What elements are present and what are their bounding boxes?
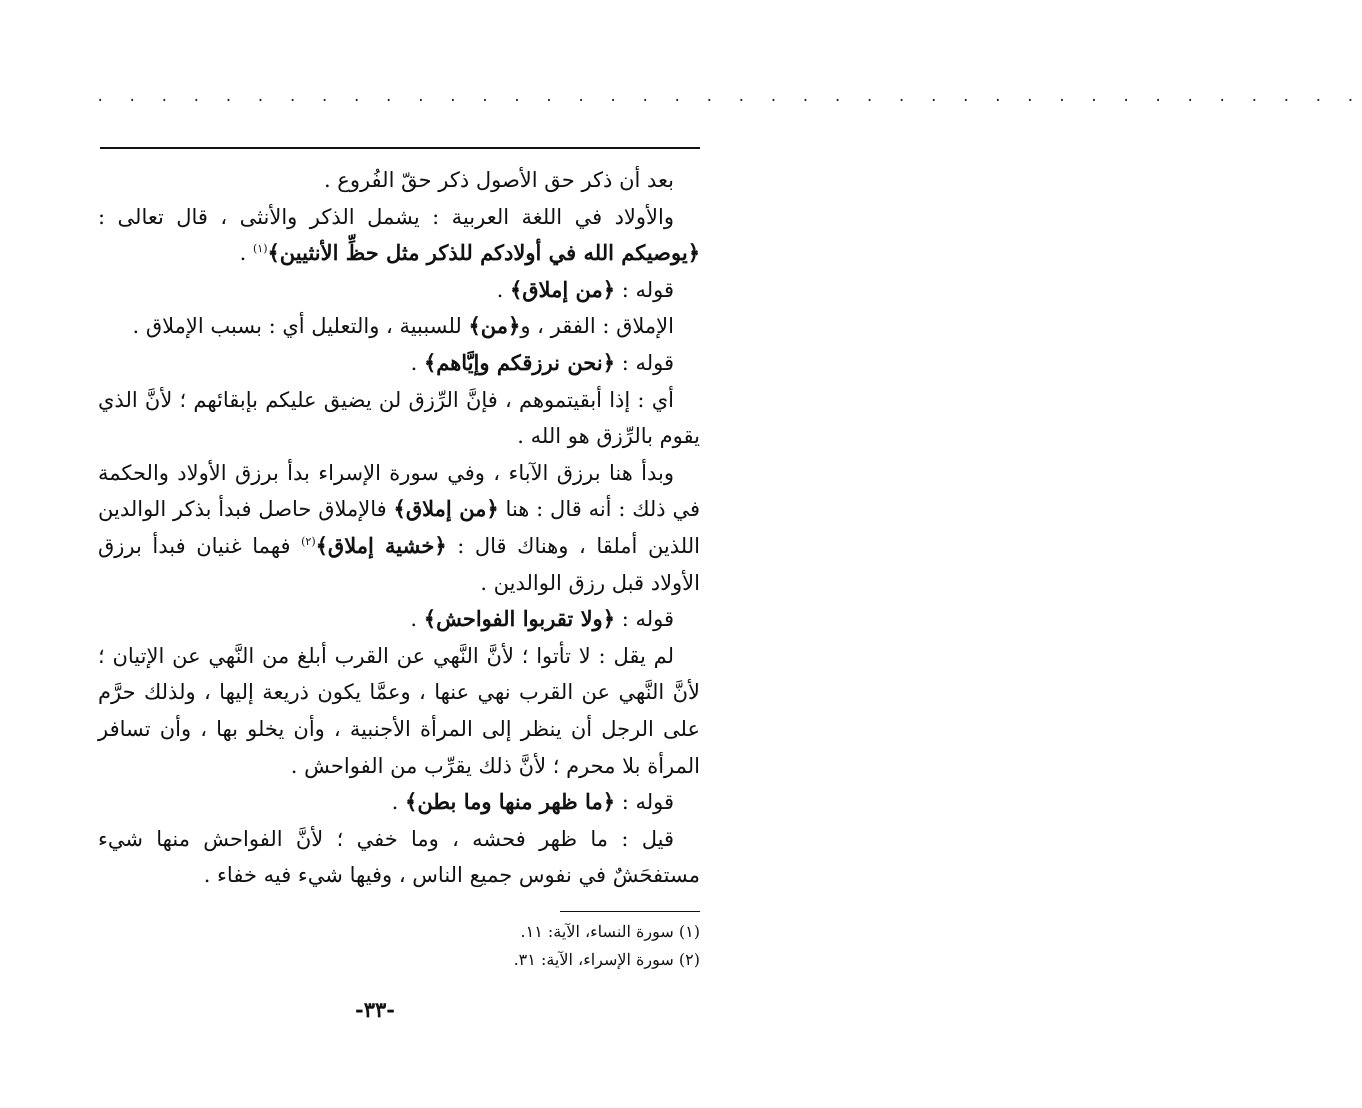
paragraph-2-text: والأولاد في اللغة العربية : يشمل الذكر والأنثى ، قال تعالى :	[98, 204, 674, 229]
quran-quote: ﴿ما ظهر منها وما بطن﴾	[405, 789, 616, 815]
paragraph-5-text: قوله :	[615, 350, 674, 375]
quran-quote: ﴿من إملاق﴾	[509, 276, 616, 302]
quran-quote: ﴿نحن نرزقكم وإيَّاهم﴾	[423, 349, 616, 375]
paragraph-8-end: .	[410, 607, 424, 632]
footnotes	[300, 918, 700, 974]
paragraph-3-text: قوله :	[615, 277, 674, 302]
paragraph-10-end: .	[391, 790, 406, 815]
paragraph-7	[98, 455, 700, 601]
footnote-ref-2: (٢)	[301, 534, 316, 548]
footnote-divider	[560, 911, 700, 912]
quran-quote: ﴿خشية إملاق﴾	[315, 532, 447, 558]
page-body	[98, 162, 700, 894]
paragraph-10-text: قوله :	[615, 790, 674, 815]
quran-quote: ﴿من﴾	[468, 313, 521, 339]
paragraph-10	[98, 784, 700, 821]
footnote-2: (٢) سورة الإسراء، الآية: ٣١.	[513, 950, 700, 969]
paragraph-7-end: فهما غنيان فبدأ برزق الأولاد قبل رزق الوالدين .	[98, 533, 700, 595]
paragraph-8	[98, 601, 700, 638]
paragraph-11: قيل : ما ظهر فحشه ، وما خفي ؛ لأنَّ الفواحش منها شيء مستفحَشٌ في نفوس جميع الناس ، وفيها شيء فيه خفاء .	[98, 826, 700, 888]
paragraph-4	[98, 308, 700, 345]
paragraph-6: أي : إذا أبقيتموهم ، فإنَّ الرِّزق لن يضيق عليكم بإبقائهم ؛ لأنَّ الذي يقوم بالرِّزق هو الله .	[98, 387, 700, 449]
paragraph-1: بعد أن ذكر حق الأصول ذكر حقّ الفُروع .	[323, 168, 674, 192]
footnote-1: (١) سورة النساء، الآية: ١١.	[520, 922, 700, 941]
page-number: -٣٣-	[355, 997, 395, 1022]
paragraph-2	[98, 199, 700, 272]
paragraph-7-middle: فالإملاق حاصل فبدأ بذكر الوالدين اللذين أملقا ، وهناك قال :	[98, 497, 700, 558]
quran-quote: ﴿من إملاق﴾	[393, 496, 499, 522]
paragraph-7-text: وبدأ هنا برزق الآباء ، وفي سورة الإسراء بدأ برزق الأولاد والحكمة في ذلك : أنه قال : هنا	[98, 460, 701, 522]
footnote-ref-1: (١)	[252, 242, 268, 256]
quran-quote: ﴿ولا تقربوا الفواحش﴾	[423, 606, 616, 632]
paragraph-8-text: قوله :	[615, 607, 674, 632]
paragraph-5	[98, 345, 700, 382]
paragraph-9: لم يقل : لا تأتوا ؛ لأنَّ النَّهي عن القرب أبلغ من النَّهي عن الإتيان ؛ لأنَّ النَّهي عن القرب نهي عنها ، وعمَّا يكون ذريعة إليها ، ولذلك حرَّم على الرجل أن ينظر إلى المرأة الأجنبية ، وأن يخلو بها ، وأن تسافر المرأة بلا محرم ؛ لأنَّ ذلك يقرِّب من الفواحش .	[98, 643, 700, 778]
quran-quote: ﴿يوصيكم الله في أولادكم للذكر مثل حظِّ الأنثيين﴾	[267, 240, 700, 266]
paragraph-3-end: .	[496, 277, 510, 302]
paragraph-5-end: .	[410, 350, 424, 375]
paragraph-2-end: .	[239, 241, 253, 266]
paragraph-4-text: الإملاق : الفقر ، و	[520, 314, 674, 339]
paragraph-4-end: للسببية ، والتعليل أي : بسبب الإملاق .	[132, 314, 469, 339]
header-rule	[100, 147, 700, 149]
paragraph-3	[98, 272, 700, 309]
header-dotted-line: · · · · · · · · · · · · · · · · · · · · · · · · · · · · · · · · · · · · · · · ·	[96, 93, 1362, 109]
